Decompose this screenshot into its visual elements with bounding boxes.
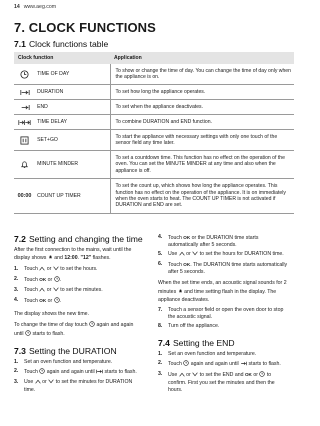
set-go-icon bbox=[15, 136, 34, 145]
list-item: 5. Use or to set the hours for DURATION time. bbox=[158, 251, 288, 259]
time-delay-icon bbox=[15, 119, 34, 126]
list-item: 3. Use or to set the END and OK or to confirm. First you set the minutes and then the hours. bbox=[158, 371, 275, 394]
down-arrow-icon bbox=[192, 372, 198, 380]
page-title: 7. CLOCK FUNCTIONS bbox=[14, 20, 156, 35]
clock-icon bbox=[183, 360, 189, 369]
list-item: 2. Touch again and again until starts to flash. bbox=[158, 360, 288, 369]
up-arrow-icon bbox=[179, 372, 185, 380]
ok-key: OK bbox=[244, 372, 252, 378]
page-number: 14 bbox=[14, 4, 20, 10]
up-arrow-icon bbox=[39, 266, 45, 274]
down-arrow-icon bbox=[53, 287, 59, 295]
duration-icon bbox=[15, 89, 34, 96]
col-header-function: Clock function bbox=[14, 52, 110, 64]
section-7-3-steps-end bbox=[158, 307, 288, 330]
bell-icon bbox=[178, 288, 183, 297]
down-arrow-icon bbox=[192, 251, 198, 259]
list-item: 2. Touch OK or . bbox=[14, 276, 144, 285]
clock-icon bbox=[54, 297, 60, 306]
list-item: 4. Touch OK or the DURATION time starts automatically after 5 seconds. bbox=[158, 234, 259, 249]
page-header bbox=[14, 4, 56, 10]
section-7-2-intro: After the first connection to the mains, wait until the display shows and 12:00. "12" flashes. bbox=[14, 247, 144, 263]
bell-icon bbox=[48, 254, 53, 263]
up-arrow-icon bbox=[39, 287, 45, 295]
right-column bbox=[158, 234, 288, 399]
section-7-2-steps bbox=[14, 266, 144, 306]
down-arrow-icon bbox=[48, 379, 54, 387]
section-7-1-heading: 7.1 Clock functions table bbox=[14, 39, 109, 49]
up-arrow-icon bbox=[179, 251, 185, 259]
list-item: 2. Touch again and again until starts to flash. bbox=[14, 368, 144, 377]
col-header-application: Application bbox=[110, 52, 294, 64]
table-row: TIME OF DAY To show or change the time of day. You can change the time of day only when the appliance is on. bbox=[14, 64, 294, 85]
section-7-3-steps bbox=[14, 359, 144, 394]
left-column bbox=[14, 234, 144, 398]
section-7-2-heading: 7.2 Setting and changing the time bbox=[14, 234, 143, 244]
table-row: 00:00 COUNT UP TIMER To set the count up, which shows how long the appliance operates. This function has no effect on the operation of the appliance. It is on immediately when the oven starts to heat. The COUNT UP TIMER is not activated if DURATION and END are set. bbox=[14, 179, 294, 214]
clock-icon bbox=[54, 276, 60, 285]
end-icon bbox=[15, 104, 34, 111]
up-arrow-icon bbox=[35, 379, 41, 387]
section-7-2-after: The display shows the new time. bbox=[14, 310, 89, 317]
section-7-4-steps bbox=[158, 351, 288, 394]
list-item: 3. Use or to set the minutes for DURATION time. bbox=[14, 379, 133, 394]
ok-key: OK bbox=[39, 277, 47, 283]
down-arrow-icon bbox=[53, 266, 59, 274]
end-icon bbox=[240, 361, 247, 369]
list-item: 8. Turn off the appliance. bbox=[158, 322, 220, 329]
table-row: END To set when the appliance deactivates. bbox=[14, 100, 294, 115]
ok-key: OK bbox=[183, 235, 191, 240]
list-item: 4. Touch OK or . bbox=[14, 297, 144, 306]
list-item: 1. Touch or to set the hours. bbox=[14, 266, 144, 274]
clock-icon bbox=[15, 70, 34, 79]
clock-functions-table bbox=[14, 52, 294, 214]
ok-key: OK bbox=[183, 262, 191, 268]
ok-key: OK bbox=[39, 298, 47, 304]
minute-minder-icon bbox=[15, 160, 34, 169]
section-7-4-heading: 7.4 Setting the END bbox=[158, 338, 235, 349]
clock-icon bbox=[259, 371, 265, 380]
list-item: 3. Touch or to set the minutes. bbox=[14, 287, 144, 295]
clock-icon bbox=[89, 321, 95, 330]
duration-icon bbox=[96, 369, 103, 377]
section-7-3-steps-cont bbox=[158, 234, 288, 276]
site-url: www.aeg.com bbox=[23, 4, 57, 10]
clock-icon bbox=[25, 330, 31, 339]
table-row: DURATION To set how long the appliance operates. bbox=[14, 85, 294, 100]
table-row: TIME DELAY To combine DURATION and END function. bbox=[14, 115, 294, 130]
list-item: 7. Touch a sensor field or open the oven door to stop the acoustic signal. bbox=[158, 306, 284, 320]
table-row: SET+GO To start the appliance with necessary settings with only one touch of the sensor field any time later. bbox=[14, 130, 294, 151]
section-7-2-change: To change the time of day touch again and again until starts to flash. bbox=[14, 321, 144, 339]
count-up-symbol: 00:00 bbox=[14, 179, 35, 214]
section-7-3-after: When the set time ends, an acoustic signal sounds for 2 minutes and time setting flash in the display. The appliance deactivates. bbox=[158, 280, 287, 303]
list-item: 6. Touch OK. The DURATION time starts automatically after 5 seconds. bbox=[158, 261, 288, 276]
table-row: MINUTE MINDER To set a countdown time. This function has no effect on the operation of the oven. You can set the MINUTE MINDER at any time and also when the appliance is off. bbox=[14, 151, 294, 179]
clock-icon bbox=[39, 368, 45, 377]
section-7-3-heading: 7.3 Setting the DURATION bbox=[14, 345, 117, 356]
list-item: 1. Set an oven function and temperature. bbox=[158, 351, 257, 358]
list-item: 1. Set an oven function and temperature. bbox=[14, 358, 113, 365]
table-header-row bbox=[14, 52, 294, 64]
